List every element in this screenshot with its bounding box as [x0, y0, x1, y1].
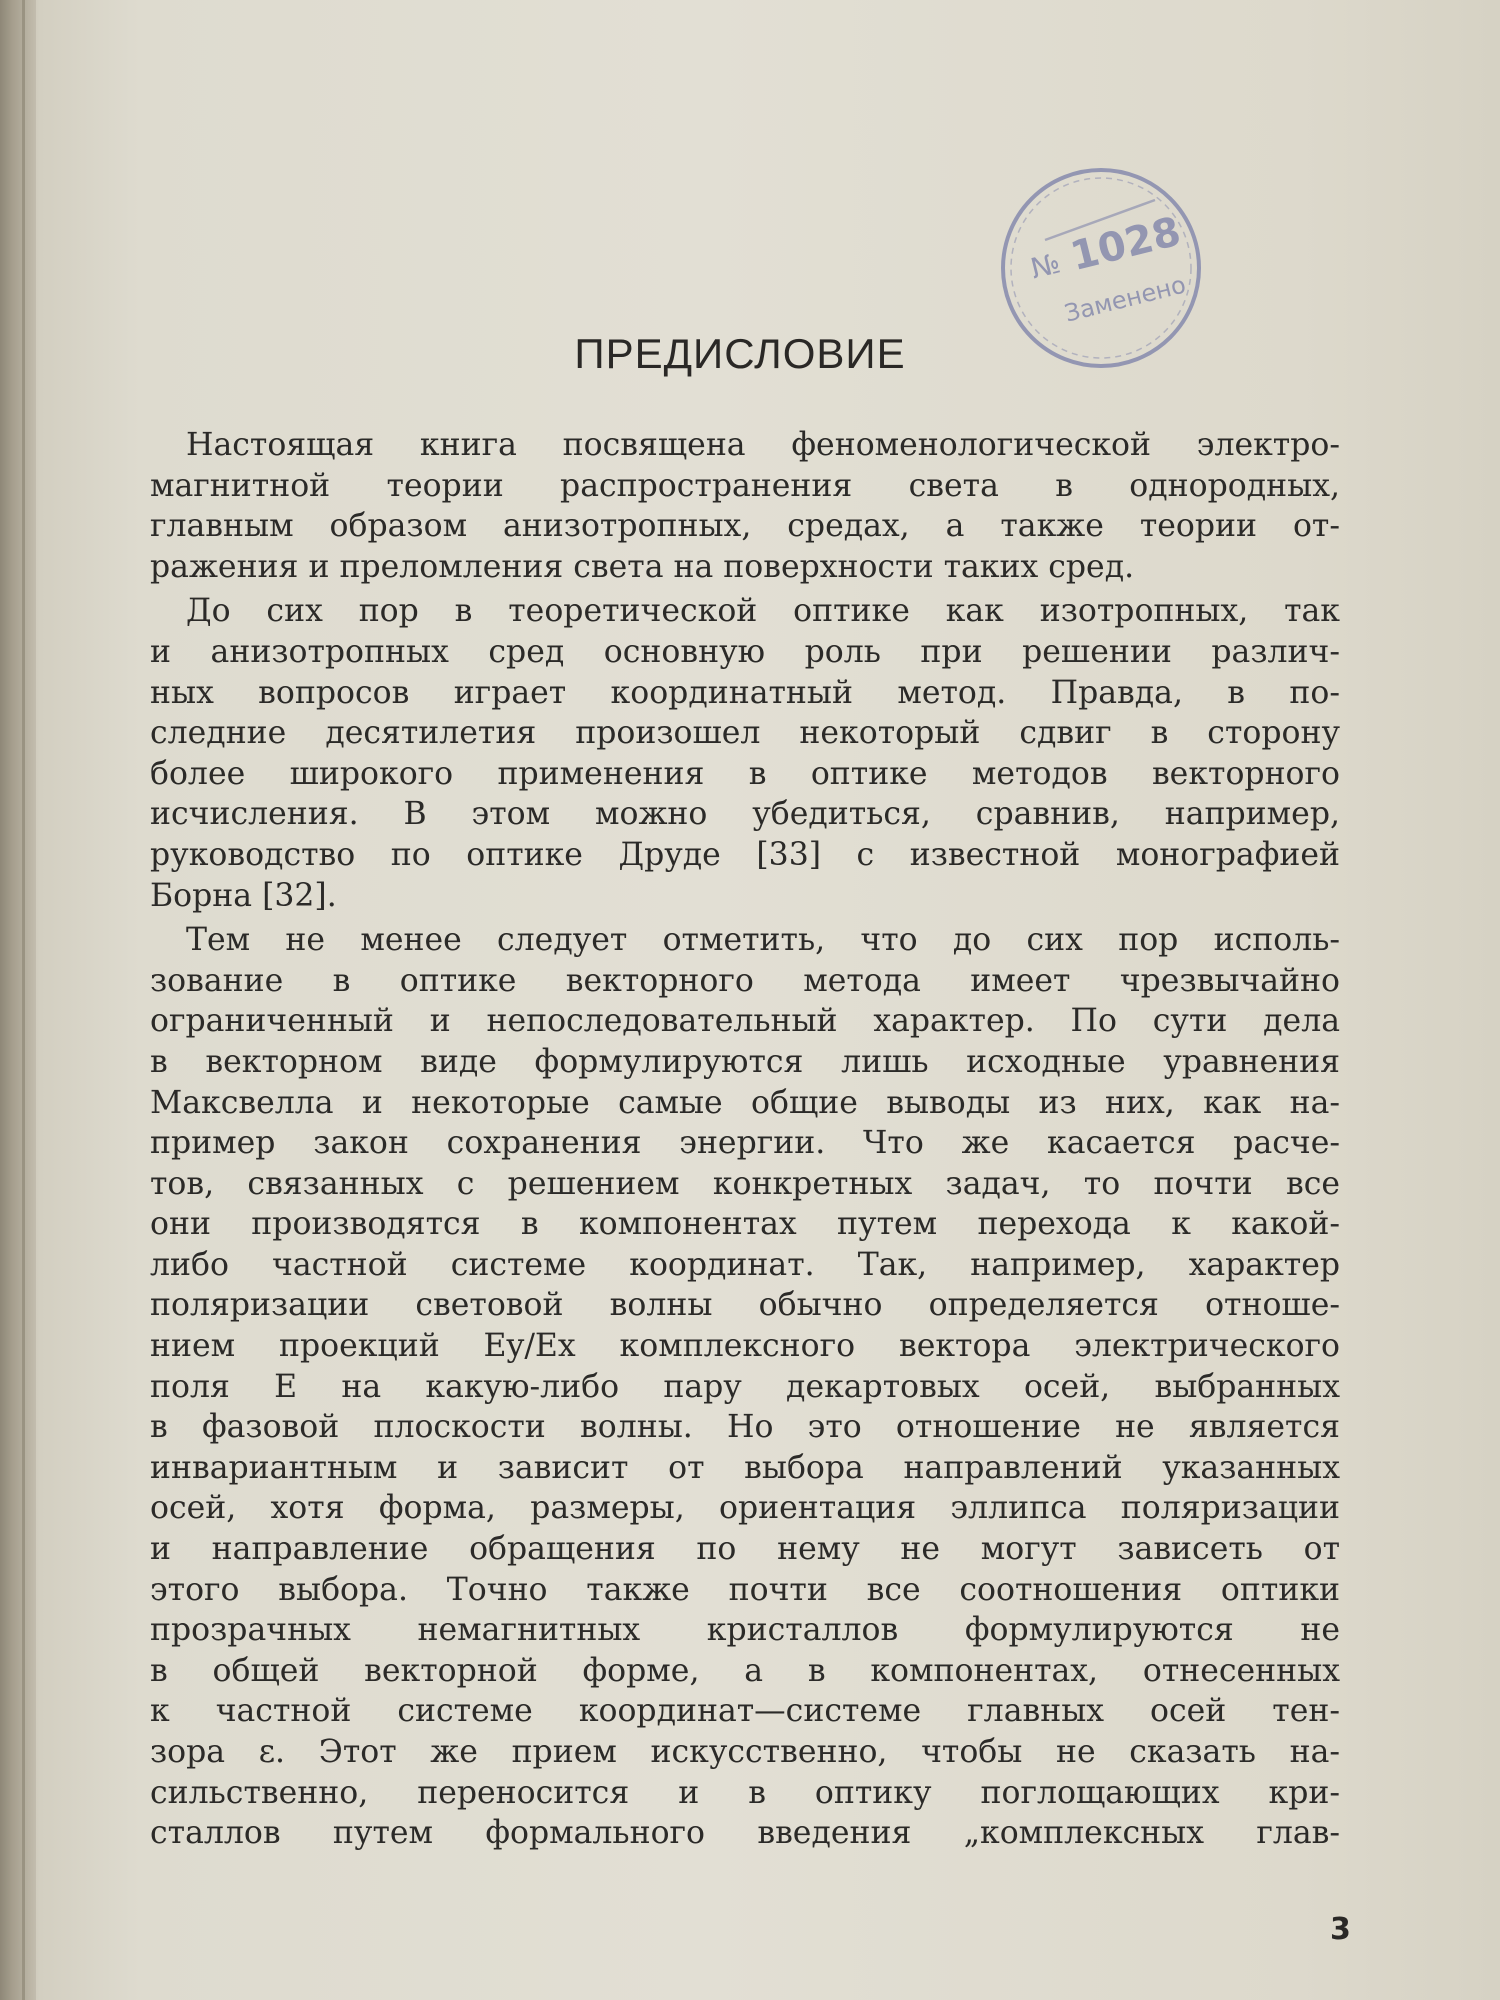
text-line: они производятся в компонентах путем перехода к какой-: [150, 1206, 1340, 1243]
page-title: ПРЕДИСЛОВИЕ: [574, 330, 906, 377]
text-line: нием проекций Ey/Ex комплексного вектора электрического: [150, 1328, 1340, 1365]
text-line: магнитной теории распространения света в однородных,: [150, 467, 1340, 504]
text-line: к частной системе координат—системе главных осей тен-: [150, 1693, 1340, 1730]
text-line: в общей векторной форме, а в компонентах, отнесенных: [150, 1652, 1340, 1689]
stamp-caption: Заменено: [1061, 270, 1189, 328]
text-line: осей, хотя форма, размеры, ориентация эллипса поляризации: [150, 1490, 1340, 1527]
page-number: 3: [1330, 1912, 1351, 1947]
stamp-number: 1028: [1066, 208, 1186, 281]
text-line: в векторном виде формулируются лишь исходные уравнения: [150, 1043, 1340, 1080]
text-line: и анизотропных сред основную роль при решении различ-: [150, 633, 1340, 670]
text-line: прозрачных немагнитных кристаллов формулируются не: [150, 1612, 1340, 1649]
text-line: поляризации световой волны обычно определяется отноше-: [150, 1287, 1340, 1324]
text-line: пример закон сохранения энергии. Что же касается расче-: [150, 1125, 1340, 1162]
text-line: инвариантным и зависит от выбора направлений указанных: [150, 1449, 1340, 1486]
text-line: ограниченный и непоследовательный характер. По сути дела: [150, 1003, 1340, 1040]
text-line: этого выбора. Точно также почти все соотношения оптики: [150, 1571, 1340, 1608]
spine-fold: [22, 0, 25, 2000]
stamp-number-sign: №: [1027, 246, 1064, 286]
text-line: более широкого применения в оптике методов векторного: [150, 755, 1340, 792]
text-line: зора ε. Этот же прием искусственно, чтобы не сказать на-: [150, 1734, 1340, 1770]
text-line: тов, связанных с решением конкретных задач, то почти все: [150, 1165, 1340, 1202]
text-line: в фазовой плоскости волны. Но это отношение не является: [150, 1409, 1340, 1446]
text-line: Максвелла и некоторые самые общие выводы из них, как на-: [150, 1084, 1340, 1121]
text-line: либо частной системе координат. Так, например, характер: [150, 1246, 1340, 1283]
text-line: Тем не менее следует отметить, что до сих пор исполь-: [186, 922, 1340, 959]
book-spine: [0, 0, 36, 2000]
text-line: следние десятилетия произошел некоторый сдвиг в сторону: [150, 715, 1340, 752]
text-line: зование в оптике векторного метода имеет чрезвычайно: [150, 962, 1340, 999]
text-line: Настоящая книга посвящена феноменологической электро-: [186, 427, 1340, 463]
text-line: ражения и преломления света на поверхности таких сред.: [150, 548, 1135, 585]
paragraph-2: [150, 591, 1340, 916]
text-line: До сих пор в теоретической оптике как изотропных, так: [186, 593, 1340, 630]
text-line: главным образом анизотропных, средах, а также теории от-: [150, 508, 1340, 545]
text-line: сильственно, переносится и в оптику поглощающих кри-: [150, 1774, 1340, 1811]
text-line: и направление обращения по нему не могут зависеть от: [150, 1531, 1340, 1568]
text-line: ных вопросов играет координатный метод. Правда, в по-: [150, 674, 1340, 711]
text-line: Борна [32].: [150, 877, 337, 914]
paragraph-3: [150, 920, 1340, 1854]
text-line: поля E на какую-либо пару декартовых осей, выбранных: [150, 1368, 1340, 1405]
text-line: руководство по оптике Друде [33] с известной монографией: [150, 836, 1340, 873]
text-line: исчисления. В этом можно убедиться, сравнив, например,: [150, 796, 1340, 833]
paragraph-1: [150, 425, 1340, 587]
body-text: [150, 425, 1340, 1858]
text-line: сталлов путем формального введения „комплексных глав-: [150, 1815, 1340, 1852]
